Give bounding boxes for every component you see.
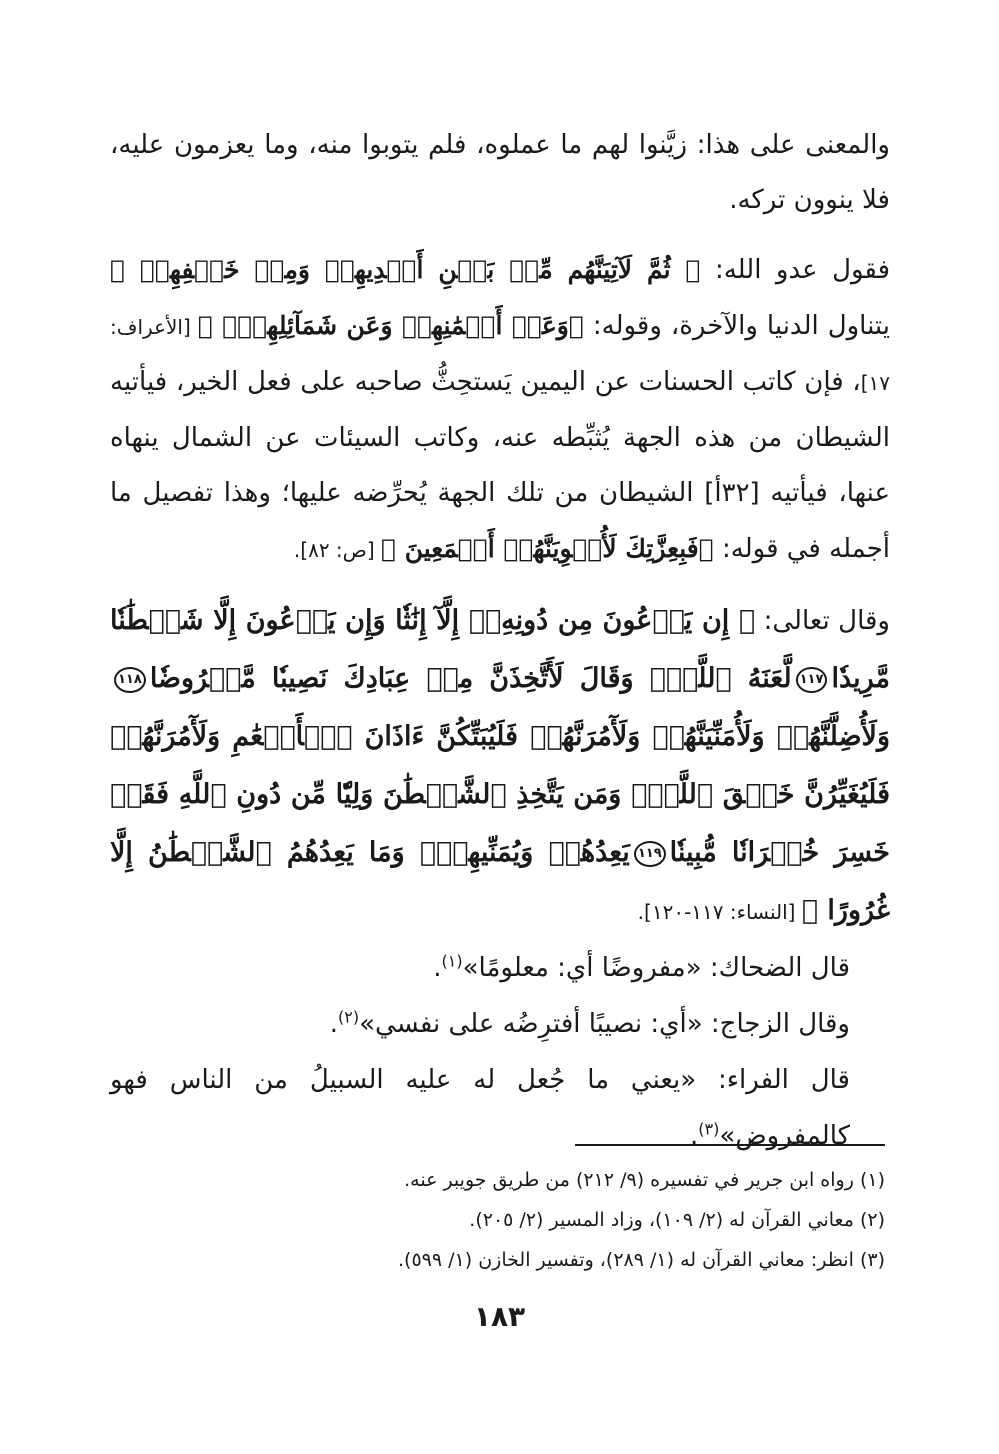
quote-zajjaj-end: . bbox=[329, 1009, 339, 1039]
p2-intro: فقول عدو الله: bbox=[700, 255, 890, 285]
verse-number-118: ١١٨ bbox=[114, 667, 146, 693]
verse-number-117: ١١٧ bbox=[796, 667, 828, 693]
paragraph-1-text: والمعنى على هذا: زيَّنوا لهم ما عملوه، فلم يتوبوا منه، وما يعزمون عليه، فلا ينوون تركه. bbox=[110, 130, 890, 215]
footnote-3-text: انظر: معاني القرآن له (١/ ٢٨٩)، وتفسير الخازن (١/ ٥٩٩). bbox=[398, 1249, 854, 1271]
surah-reference-3: [النساء: ١١٧-١٢٠]. bbox=[637, 900, 802, 924]
page-body bbox=[110, 118, 890, 1164]
footnote-1-text: رواه ابن جرير في تفسيره (٩/ ٢١٢) من طريق جويبر عنه. bbox=[404, 1169, 854, 1191]
surah-reference-2: [ص: ٨٢]. bbox=[293, 538, 381, 562]
footnote-separator bbox=[575, 1144, 885, 1146]
paragraph-1 bbox=[110, 118, 890, 228]
p2-text-1: يتناول الدنيا والآخرة، وقوله: bbox=[583, 311, 891, 341]
quote-farra bbox=[110, 1052, 890, 1164]
quote-zajjaj bbox=[110, 996, 890, 1052]
footnotes bbox=[300, 1160, 885, 1280]
quote-farra-end: . bbox=[689, 1121, 699, 1151]
p2-text-2: ، فإن كاتب الحسنات عن اليمين يَستحِثُّ صاحبه على فعل الخير، فيأتيه الشيطان من هذه الجهة يُثبِّطه عنه، وكاتب السيئات عن الشمال ينهاه عنها، فيأتيه [٣٢أ] الشيطان من تلك الجهة يُحرِّضه عليها؛ وهذا تفصيل ما أجمله في قوله: bbox=[110, 367, 890, 564]
footnote-1 bbox=[300, 1160, 885, 1200]
quote-farra-text: قال الفراء: «يعني ما جُعل له عليه السبيلُ من الناس فهو كالمفروض» bbox=[110, 1065, 850, 1151]
verse-119: وَلَأُضِلَّنَّهُمۡ وَلَأُمَنِّيَنَّهُمۡ وَلَأٓمُرَنَّهُمۡ فَلَيُبَتِّكُنَّ ءَاذَانَ ٱلۡأَنۡعَٰمِ وَلَأٓمُرَنَّهُمۡ فَلَيُغَيِّرُنَّ خَلۡقَ ٱللَّهِۚ وَمَن يَتَّخِذِ ٱلشَّيۡطَٰنَ وَلِيّٗا مِّن دُونِ ٱللَّهِ فَقَدۡ خَسِرَ خُسۡرَانٗا مُّبِينٗا bbox=[110, 721, 890, 868]
verse-120: يَعِدُهُمۡ وَيُمَنِّيهِمۡۖ وَمَا يَعِدُهُمُ ٱلشَّيۡطَٰنُ إِلَّا غُرُورًا ﴾ bbox=[110, 837, 890, 926]
footnote-2 bbox=[300, 1200, 885, 1240]
footnote-3 bbox=[300, 1240, 885, 1280]
quote-dahhak-end: . bbox=[433, 953, 442, 983]
footnote-marker-2: (٢) bbox=[338, 1007, 360, 1027]
footnote-2-number: (٢) bbox=[859, 1209, 885, 1231]
verse-118: لَّعَنَهُ ٱللَّهُۘ وَقَالَ لَأَتَّخِذَنَّ مِنۡ عِبَادِكَ نَصِيبٗا مَّفۡرُوضٗا bbox=[149, 663, 792, 694]
paragraph-2 bbox=[110, 242, 890, 578]
paragraph-3 bbox=[110, 592, 890, 940]
page-number: ١٨٣ bbox=[473, 1300, 526, 1333]
surah-reference-1: [الأعراف: ١٧] bbox=[110, 315, 890, 395]
quran-citation-1: ﴿ ثُمَّ لَآتِيَنَّهُم مِّنۢ بَيۡنِ أَيۡدِيهِمۡ وَمِنۡ خَلۡفِهِمۡ ﴾ bbox=[110, 255, 701, 284]
verse-117: ﴿ إِن يَدۡعُونَ مِن دُونِهِۦٓ إِلَّآ إِنَٰثٗا وَإِن يَدۡعُونَ إِلَّا شَيۡطَٰنٗا مَّرِيدٗا bbox=[110, 605, 890, 694]
footnote-marker-1: (١) bbox=[441, 951, 463, 971]
footnote-2-text: معاني القرآن له (٢/ ١٠٩)، وزاد المسير (٢/ ٢٠٥). bbox=[469, 1209, 854, 1231]
footnote-marker-3: (٣) bbox=[698, 1119, 720, 1139]
quote-dahhak-text: قال الضحاك: «مفروضًا أي: معلومًا» bbox=[462, 953, 850, 983]
quote-zajjaj-text: وقال الزجاج: «أي: نصيبًا أفترِضُه على نفسي» bbox=[359, 1009, 850, 1039]
p3-intro: وقال تعالى: bbox=[755, 606, 890, 636]
verse-number-119: ١١٩ bbox=[634, 841, 666, 867]
quran-citation-3: ﴿فَبِعِزَّتِكَ لَأُغۡوِيَنَّهُمۡ أَجۡمَعِينَ ﴾ bbox=[381, 534, 714, 563]
footnote-3-number: (٣) bbox=[859, 1249, 885, 1271]
quran-citation-2: ﴿وَعَنۡ أَيۡمَٰنِهِمۡ وَعَن شَمَآئِلِهِمۡۖ ﴾ bbox=[197, 311, 584, 340]
footnote-1-number: (١) bbox=[859, 1169, 885, 1191]
quote-dahhak bbox=[110, 940, 890, 996]
